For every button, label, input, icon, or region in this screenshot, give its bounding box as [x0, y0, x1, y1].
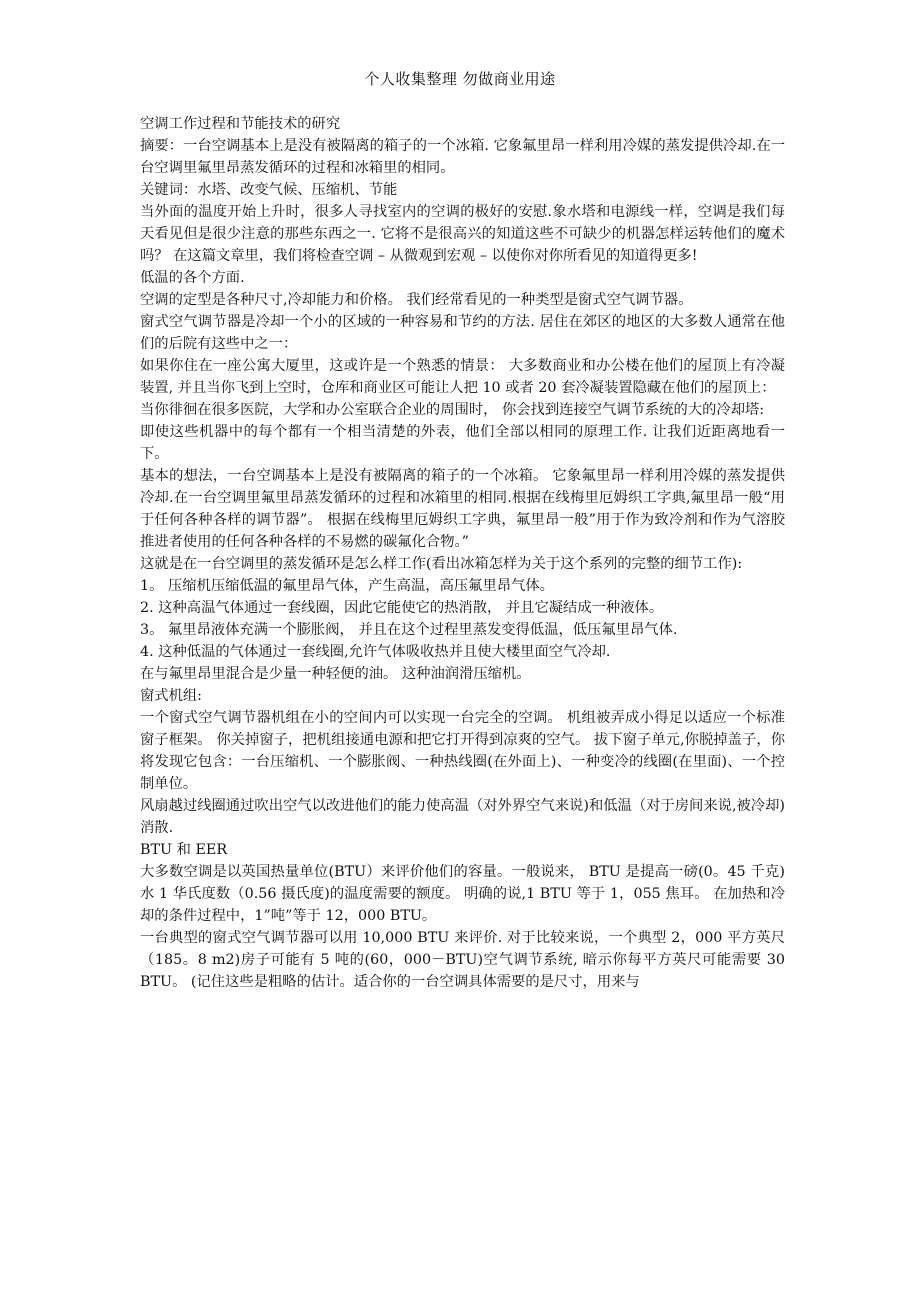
body-paragraph: 空调的定型是各种尺寸,冷却能力和价格。 我们经常看见的一种类型是窗式空气调节器。: [140, 292, 693, 308]
body-paragraph: 当外面的温度开始上升时，很多人寻找室内的空调的极好的安慰.象水塔和电源线一样，空调是我们每天看见但是很少注意的那些东西之一. 它将不是很高兴的知道这些不可缺少的机器怎样运转他们的魔术吗？ 在这篇文章里，我们将检查空调 – 从微观到宏观 – 以使你对你所看见的知道得更多!: [140, 204, 785, 264]
section-heading: 窗式机组:: [140, 688, 203, 704]
body-paragraph: 一台典型的窗式空气调节器可以用 10,000 BTU 来评价. 对于比较来说，一个典型 2，000 平方英尺（185。8 m2)房子可能有 5 吨的(60，000－BTU)空气调节系统, 暗示你每平方英尺可能需要 30 BTU。 (记住这些是粗略的估计。适合你的一台空调具体需要的是尺寸，用来与: [140, 930, 785, 990]
body-paragraph: 这就是在一台空调里的蒸发循环是怎么样工作(看出冰箱怎样为关于这个系列的完整的细节工作):: [140, 556, 743, 572]
body-paragraph: 窗式空气调节器是冷却一个小的区域的一种容易和节约的方法. 居住在郊区的地区的大多数人通常在他们的后院有这些中之一：: [140, 314, 785, 352]
document-body: [140, 113, 785, 993]
body-paragraph: 在与氟里昂里混合是少量一种轻便的油。 这种油润滑压缩机。: [140, 666, 531, 682]
body-paragraph: 风扇越过线圈通过吹出空气以改进他们的能力使高温（对外界空气来说)和低温（对于房间来说,被冷却)消散.: [140, 798, 785, 836]
list-item: 1。 压缩机压缩低温的氟里昂气体，产生高温，高压氟里昂气体。: [140, 578, 554, 594]
body-paragraph: 大多数空调是以英国热量单位(BTU）来评价他们的容量。一般说来， BTU 是提高一磅(0。45 千克)水 1 华氏度数（0.56 摄氏度)的温度需要的额度。 明确的说,1 BTU 等于 1，055 焦耳。 在加热和冷却的条件过程中，1”吨”等于 12，000 BTU。: [140, 864, 785, 924]
body-paragraph: 低温的各个方面.: [140, 270, 245, 286]
list-item: 2. 这种高温气体通过一套线圈，因此它能使它的热消散， 并且它凝结成一种液体。: [140, 600, 664, 616]
list-item: 4. 这种低温的气体通过一套线圈,允许气体吸收热并且使大楼里面空气冷却.: [140, 644, 611, 660]
body-paragraph: 一个窗式空气调节器机组在小的空间内可以实现一台完全的空调。 机组被弄成小得足以适应一个标准窗子框架。 你关掉窗子，把机组接通电源和把它打开得到凉爽的空气。 拔下窗子单元,你脱掉盖子，你将发现它包含：一台压缩机、一个膨胀阀、一种热线圈(在外面上)、一种变冷的线圈(在里面)、一个控制单位。: [140, 710, 785, 792]
body-paragraph: 如果你住在一座公寓大厦里，这或许是一个熟悉的情景： 大多数商业和办公楼在他们的屋顶上有冷凝装置, 并且当你飞到上空时，仓库和商业区可能让人把 10 或者 20 套冷凝装置隐藏在他们的屋顶上：: [140, 358, 785, 396]
list-item: 3。 氟里昂液体充满一个膨胀阀， 并且在这个过程里蒸发变得低温，低压氟里昂气体.: [140, 622, 678, 638]
body-paragraph: 基本的想法，一台空调基本上是没有被隔离的箱子的一个冰箱。 它象氟里昂一样利用冷媒的蒸发提供冷却.在一台空调里氟里昂蒸发循环的过程和冰箱里的相同.根据在线梅里厄姆织工字典,氟里昂一般“用于任何各种各样的调节器”。 根据在线梅里厄姆织工字典，氟里昂一般”用于作为致冷剂和作为气溶胶推进者使用的任何各种各样的不易燃的碳氟化合物。”: [140, 468, 785, 550]
abstract-paragraph: 摘要：一台空调基本上是没有被隔离的箱子的一个冰箱. 它象氟里昂一样利用冷媒的蒸发提供冷却.在一台空调里氟里昂蒸发循环的过程和冰箱里的相同。: [140, 138, 785, 176]
keywords-paragraph: 关键词：水塔、改变气候、压缩机、节能: [140, 182, 398, 198]
section-heading: BTU 和 EER: [140, 842, 228, 858]
page-header: 个人收集整理 勿做商业用途: [364, 70, 556, 88]
body-paragraph: 当你徘徊在很多医院，大学和办公室联合企业的周围时， 你会找到连接空气调节系统的大的冷却塔:: [140, 402, 765, 418]
body-paragraph: 即使这些机器中的每个都有一个相当清楚的外表，他们全部以相同的原理工作. 让我们近距离地看一下。: [140, 424, 785, 462]
document-title: 空调工作过程和节能技术的研究: [140, 116, 341, 132]
